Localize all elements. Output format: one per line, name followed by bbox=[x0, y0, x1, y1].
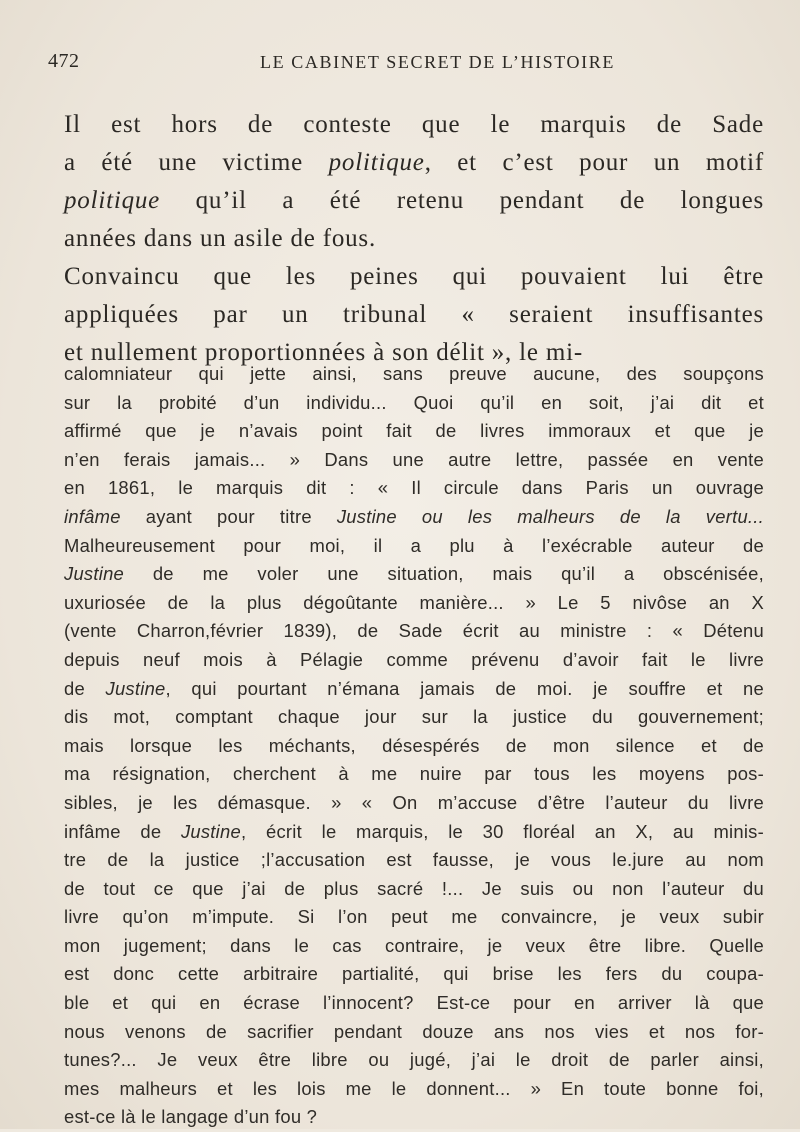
text-line bbox=[64, 258, 764, 296]
line-text: mais lorsque les méchants, désespérés de mon silence et de bbox=[64, 734, 764, 756]
line-text: nous venons de sacrifier pendant douze ans nos vies et nos for- bbox=[64, 1020, 764, 1042]
line-text: et nullement proportionnées à son délit », le mi- bbox=[64, 339, 583, 366]
line-text: est-ce là le langage d’un fou ? bbox=[64, 1106, 318, 1128]
text-line bbox=[64, 732, 764, 761]
line-text: a été une victime bbox=[64, 149, 329, 176]
text-line bbox=[64, 989, 764, 1018]
line-text: tre de la justice ;l’accusation est fausse, je vous le.jure au nom bbox=[64, 849, 764, 871]
running-title: LE CABINET SECRET DE L’HISTOIRE bbox=[260, 52, 615, 72]
text-line bbox=[64, 675, 764, 704]
page-header bbox=[48, 50, 760, 78]
line-text: dis mot, comptant chaque jour sur la justice du gouvernement; bbox=[64, 706, 764, 728]
text-line bbox=[64, 560, 764, 589]
page-number: 472 bbox=[48, 50, 80, 72]
italic-title: Justine bbox=[180, 820, 241, 842]
line-text: tunes?... Je veux être libre ou jugé, j’ai le droit de parler ainsi, bbox=[64, 1049, 764, 1071]
text-line bbox=[64, 446, 764, 475]
text-line bbox=[64, 106, 764, 144]
text-line bbox=[64, 703, 764, 732]
line-text: en 1861, le marquis dit : « Il circule dans Paris un ouvrage bbox=[64, 477, 764, 499]
text-line bbox=[64, 503, 764, 532]
text-line bbox=[64, 182, 764, 220]
lead-paragraphs bbox=[64, 106, 764, 372]
text-line bbox=[64, 846, 764, 875]
text-line bbox=[64, 903, 764, 932]
line-text: Il est hors de conteste que le marquis de Sade bbox=[64, 111, 764, 138]
text-line bbox=[64, 617, 764, 646]
line-text: affirmé que je n’avais point fait de livres immoraux et que je bbox=[64, 420, 764, 442]
line-text: , écrit le marquis, le 30 floréal an X, au minis- bbox=[240, 820, 764, 842]
line-text: ma résignation, cherchent à me nuire par tous les moyens pos- bbox=[64, 763, 764, 785]
line-text: calomniateur qui jette ainsi, sans preuve aucune, des soupçons bbox=[64, 363, 764, 384]
line-text: de bbox=[64, 677, 106, 699]
line-text: qu’il a été retenu pendant de longues bbox=[160, 187, 764, 214]
quoted-letters-text bbox=[64, 360, 764, 1132]
text-line bbox=[64, 960, 764, 989]
text-line bbox=[64, 389, 764, 418]
text-line bbox=[64, 1046, 764, 1075]
line-text: , qui pourtant n’émana jamais de moi. je souffre et ne bbox=[165, 677, 764, 699]
text-line bbox=[64, 144, 764, 182]
text-line bbox=[64, 1103, 764, 1132]
line-text: est donc cette arbitraire partialité, qui brise les fers du coupa- bbox=[64, 963, 764, 985]
text-line bbox=[64, 1075, 764, 1104]
line-text: Malheureusement pour moi, il a plu à l’exécrable auteur de bbox=[64, 534, 764, 556]
line-text: ayant pour titre bbox=[120, 505, 337, 527]
text-line bbox=[64, 474, 764, 503]
text-line bbox=[64, 589, 764, 618]
text-line bbox=[64, 818, 764, 847]
text-line bbox=[64, 932, 764, 961]
text-line bbox=[64, 1018, 764, 1047]
italic-title: Justine bbox=[105, 677, 166, 699]
line-text: mon jugement; dans le cas contraire, je veux être libre. Quelle bbox=[64, 934, 764, 956]
text-line bbox=[64, 646, 764, 675]
line-text: sibles, je les démasque. » « On m’accuse d’être l’auteur du livre bbox=[64, 791, 764, 813]
line-text: de me voler une situation, mais qu’il a obscénisée, bbox=[124, 563, 764, 585]
line-text: (vente Charron,février 1839), de Sade écrit au ministre : « Détenu bbox=[64, 620, 764, 642]
line-text: ble et qui en écrase l’innocent? Est-ce pour en arriver là que bbox=[64, 992, 764, 1014]
line-text: n’en ferais jamais... » Dans une autre lettre, passée en vente bbox=[64, 448, 764, 470]
line-text: infâme de bbox=[64, 820, 181, 842]
line-text: depuis neuf mois à Pélagie comme prévenu d’avoir fait le livre bbox=[64, 648, 764, 670]
text-line bbox=[64, 296, 764, 334]
italic-title: Justine bbox=[64, 563, 125, 585]
text-line bbox=[64, 360, 764, 389]
text-line bbox=[64, 220, 764, 258]
italic-title: infâme bbox=[64, 505, 121, 527]
line-text: de tout ce que j’ai de plus sacré !... Je suis ou non l’auteur du bbox=[64, 877, 764, 899]
text-line bbox=[64, 417, 764, 446]
text-line bbox=[64, 789, 764, 818]
line-text: uxuriosée de la plus dégoûtante manière... » Le 5 nivôse an X bbox=[64, 591, 764, 613]
line-text: années dans un asile de fous. bbox=[64, 225, 377, 252]
line-text: appliquées par un tribunal « seraient insuffisantes bbox=[64, 301, 764, 328]
line-text: , et c’est pour un motif bbox=[424, 149, 764, 176]
italic-title: politique bbox=[328, 149, 425, 176]
line-text: sur la probité d’un individu... Quoi qu’il en soit, j’ai dit et bbox=[64, 391, 764, 413]
text-line bbox=[64, 760, 764, 789]
line-text: Convaincu que les peines qui pouvaient lui être bbox=[64, 263, 764, 290]
line-text: livre qu’on m’impute. Si l’on peut me convaincre, je veux subir bbox=[64, 906, 764, 928]
line-text: mes malheurs et les lois me le donnent... » En toute bonne foi, bbox=[64, 1077, 764, 1099]
text-line bbox=[64, 532, 764, 561]
italic-title: politique bbox=[64, 187, 161, 214]
italic-title: Justine ou les malheurs de la vertu... bbox=[336, 505, 764, 527]
text-line bbox=[64, 875, 764, 904]
